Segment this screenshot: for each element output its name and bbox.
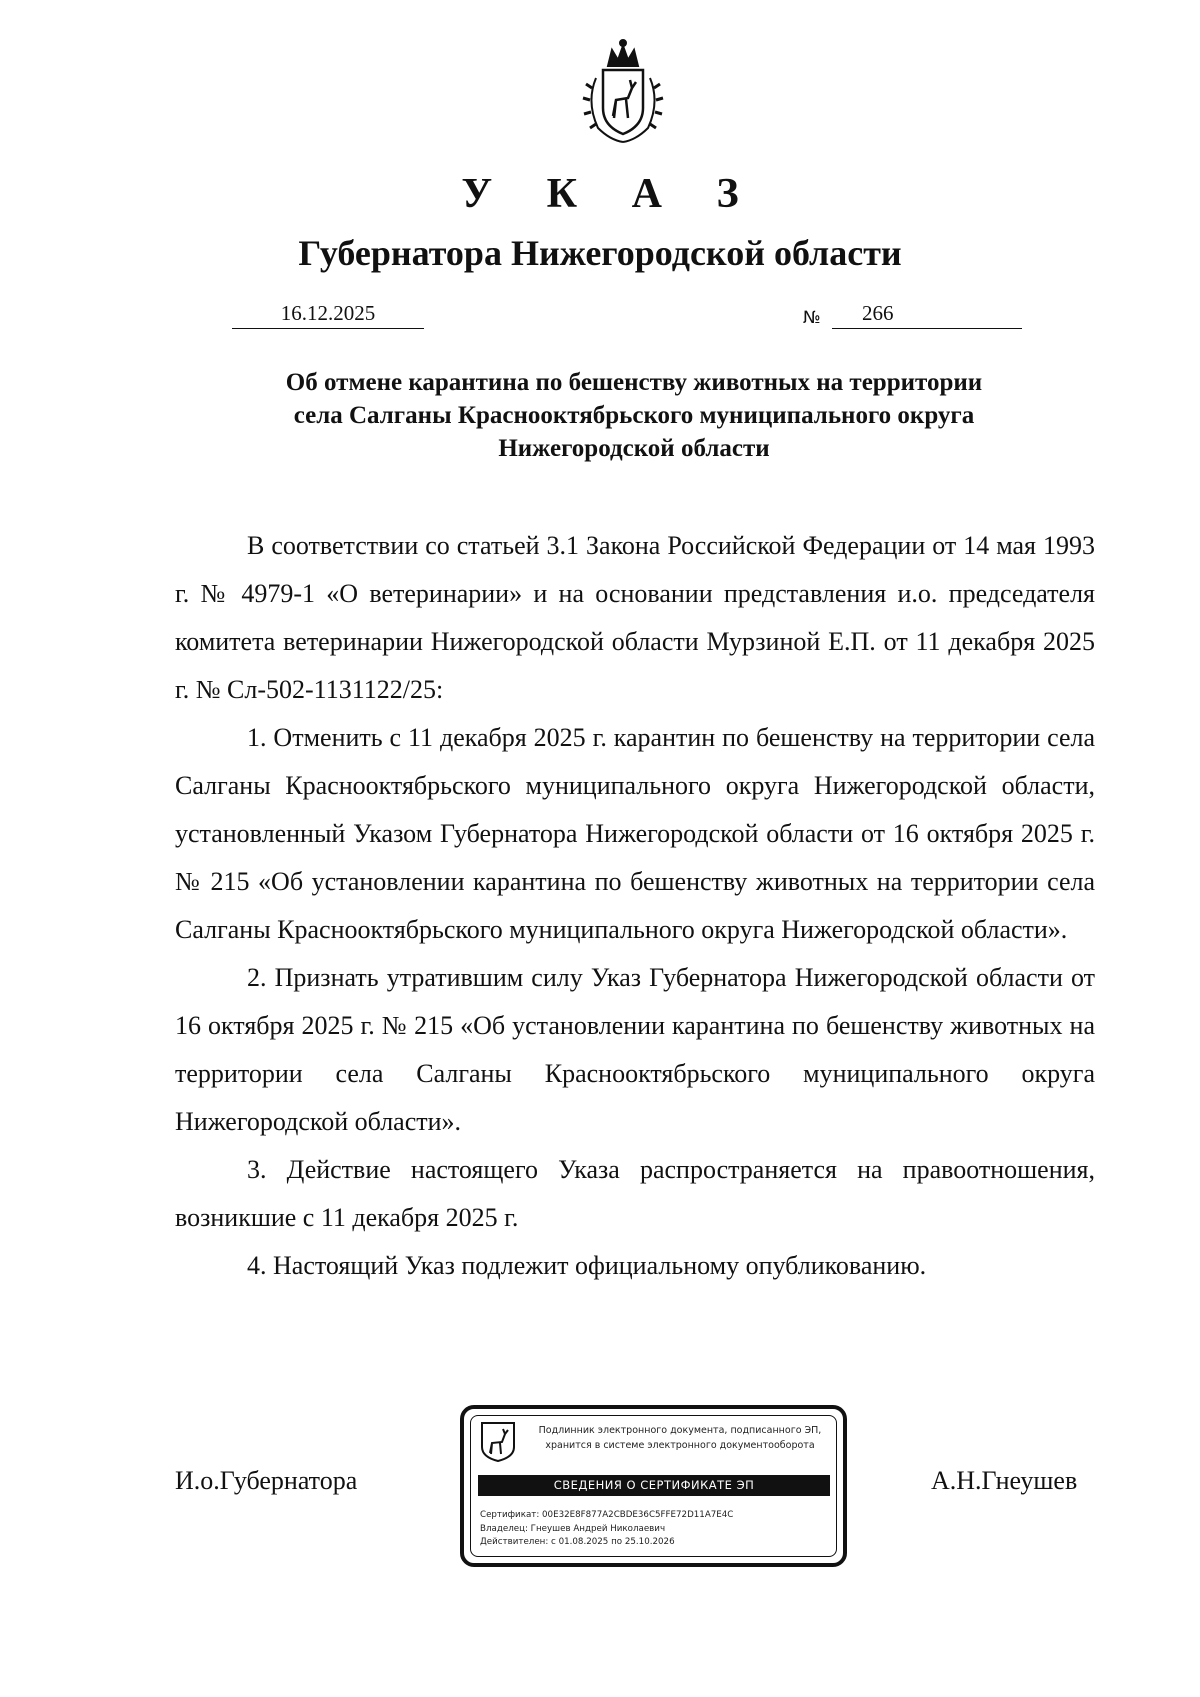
- document-body: [175, 522, 1095, 1290]
- subject-line: Нижегородской области: [498, 435, 770, 462]
- subject-line: Об отмене карантина по бешенству животных на территории: [285, 369, 983, 396]
- certificate-owner: Владелец: Гнеушев Андрей Николаевич: [480, 1523, 666, 1534]
- certificate-validity: Действителен: с 01.08.2025 по 25.10.2026: [480, 1537, 675, 1547]
- document-date: 16.12.2025: [232, 300, 424, 329]
- stamp-title-bar: СВЕДЕНИЯ О СЕРТИФИКАТЕ ЭП: [478, 1475, 830, 1496]
- document-type-title: У К А З: [461, 171, 761, 217]
- stamp-header: [530, 1423, 830, 1453]
- document-number-field: [832, 300, 1022, 329]
- deer-shield-icon: [480, 1421, 516, 1463]
- stamp-details: [480, 1509, 830, 1550]
- item-paragraph: 1. Отменить с 11 декабря 2025 г. карантин по бешенству на территории села Салганы Краснооктябрьского муниципального округа Нижегородской области, установленный Указом Губернатора Нижегородской области от 16 октября 2025 г. № 215 «Об установлении карантина по бешенству животных на территории села Салганы Краснооктябрьского муниципального округа Нижегородской области».: [175, 723, 1095, 944]
- number-label: №: [803, 308, 821, 328]
- document-number: 266: [862, 301, 894, 325]
- item-paragraph: 2. Признать утратившим силу Указ Губернатора Нижегородской области от 16 октября 2025 г. № 215 «Об установлении карантина по бешенству животных на территории села Салганы Краснооктябрьского муниципального округа Нижегородской области».: [175, 963, 1095, 1136]
- stamp-header-line: Подлинник электронного документа, подписанного ЭП,: [538, 1425, 822, 1436]
- subject-line: села Салганы Краснооктябрьского муниципального округа: [293, 402, 975, 429]
- preamble-paragraph: В соответствии со статьей 3.1 Закона Российской Федерации от 14 мая 1993 г. № 4979-1 «О ветеринарии» и на основании представления и.о. председателя комитета ветеринарии Нижегородской области Мурзиной Е.П. от 11 декабря 2025 г. № Сл-502-1131122/25:: [175, 531, 1095, 704]
- stamp-header-line: хранится в системе электронного документооборота: [545, 1440, 815, 1451]
- signatory-name: А.Н.Гнеушев: [931, 1466, 1078, 1495]
- coat-of-arms-icon: [568, 38, 678, 148]
- item-paragraph: 4. Настоящий Указ подлежит официальному опубликованию.: [247, 1251, 927, 1280]
- item-paragraph: 3. Действие настоящего Указа распространяется на правоотношения, возникшие с 11 декабря 2025 г.: [175, 1155, 1095, 1232]
- certificate-number: Сертификат: 00E32E8F877A2CBDE36C5FFE72D11A7E4C: [480, 1510, 734, 1520]
- document-subject: [0, 366, 1200, 465]
- signatory-position: И.о.Губернатора: [175, 1466, 358, 1495]
- issuer-title: Губернатора Нижегородской области: [298, 233, 902, 273]
- electronic-signature-stamp: [460, 1405, 847, 1567]
